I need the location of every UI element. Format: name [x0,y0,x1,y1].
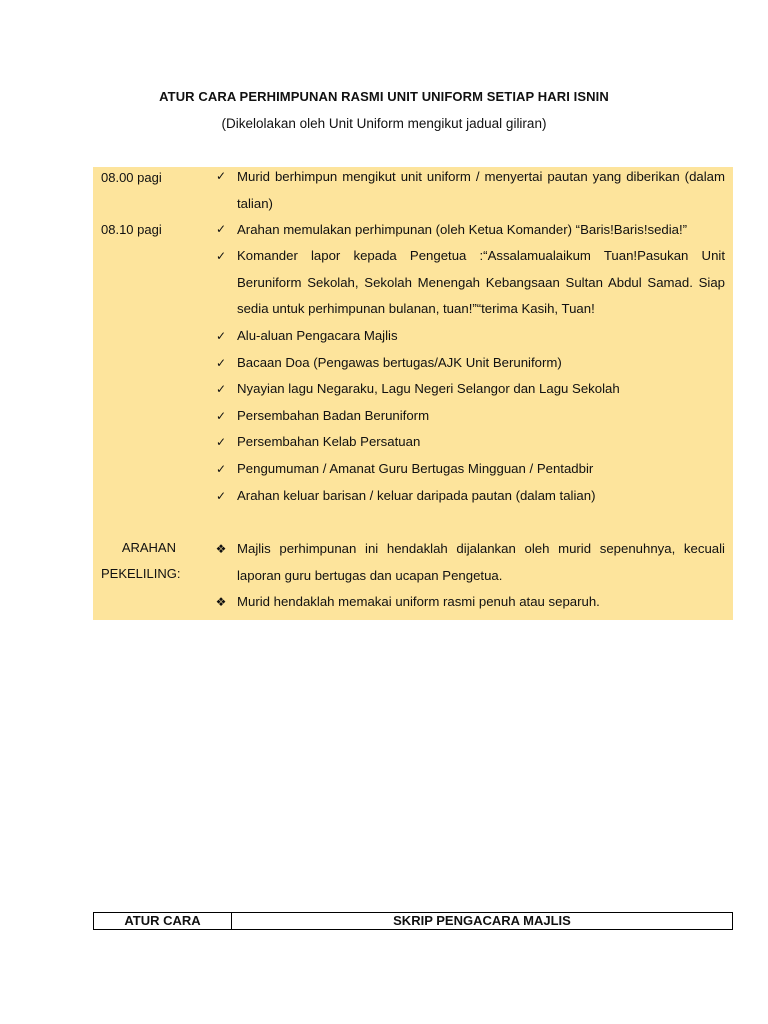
check-icon: ✓ [215,382,227,396]
schedule-item: Persembahan Kelab Persatuan [237,434,421,449]
check-icon: ✓ [215,222,227,236]
pekeliling-label: PEKELILING: [101,566,181,581]
header-atur-cara: ATUR CARA [94,913,232,929]
script-table-header [93,912,733,930]
time-label-0800: 08.00 pagi [101,170,162,185]
check-icon: ✓ [215,462,227,476]
diamond-bullet-icon: ❖ [215,542,227,556]
diamond-bullet-icon: ❖ [215,595,227,609]
schedule-item: Pengumuman / Amanat Guru Bertugas Mingguan / Pentadbir [237,461,594,476]
check-icon: ✓ [215,249,227,263]
arahan-item: Majlis perhimpunan ini hendaklah dijalankan oleh murid sepenuhnya, kecuali laporan guru bertugas dan ucapan Pengetua. [237,541,725,583]
document-title: ATUR CARA PERHIMPUNAN RASMI UNIT UNIFORM SETIAP HARI ISNIN [159,89,609,104]
schedule-item: Murid berhimpun mengikut unit uniform / menyertai pautan yang diberikan (dalam talian) [237,169,725,211]
schedule-item: Komander lapor kepada Pengetua :“Assalamualaikum Tuan!Pasukan Unit Beruniform Sekolah, Sekolah Menengah Kebangsaan Sultan Abdul Samad. Siap sedia untuk perhimpunan bulanan, tuan!”“terima Kasih, Tuan! [237,248,725,316]
check-icon: ✓ [215,329,227,343]
schedule-item: Bacaan Doa (Pengawas bertugas/AJK Unit Beruniform) [237,355,562,370]
schedule-item: Nyayian lagu Negaraku, Lagu Negeri Selangor dan Lagu Sekolah [237,381,620,396]
document-subtitle: (Dikelolakan oleh Unit Uniform mengikut jadual giliran) [221,116,547,131]
check-icon: ✓ [215,435,227,449]
arahan-label: ARAHAN [121,540,176,555]
schedule-item: Arahan memulakan perhimpunan (oleh Ketua Komander) “Baris!Baris!sedia!” [237,222,688,237]
check-icon: ✓ [215,356,227,370]
arahan-item: Murid hendaklah memakai uniform rasmi penuh atau separuh. [237,594,600,609]
check-icon: ✓ [215,489,227,503]
time-label-0810: 08.10 pagi [101,222,162,237]
schedule-item: Alu-aluan Pengacara Majlis [237,328,398,343]
schedule-item: Persembahan Badan Beruniform [237,408,430,423]
schedule-item: Arahan keluar barisan / keluar daripada pautan (dalam talian) [237,488,596,503]
check-icon: ✓ [215,409,227,423]
check-icon: ✓ [215,169,227,183]
header-skrip-pengacara: SKRIP PENGACARA MAJLIS [393,913,571,928]
